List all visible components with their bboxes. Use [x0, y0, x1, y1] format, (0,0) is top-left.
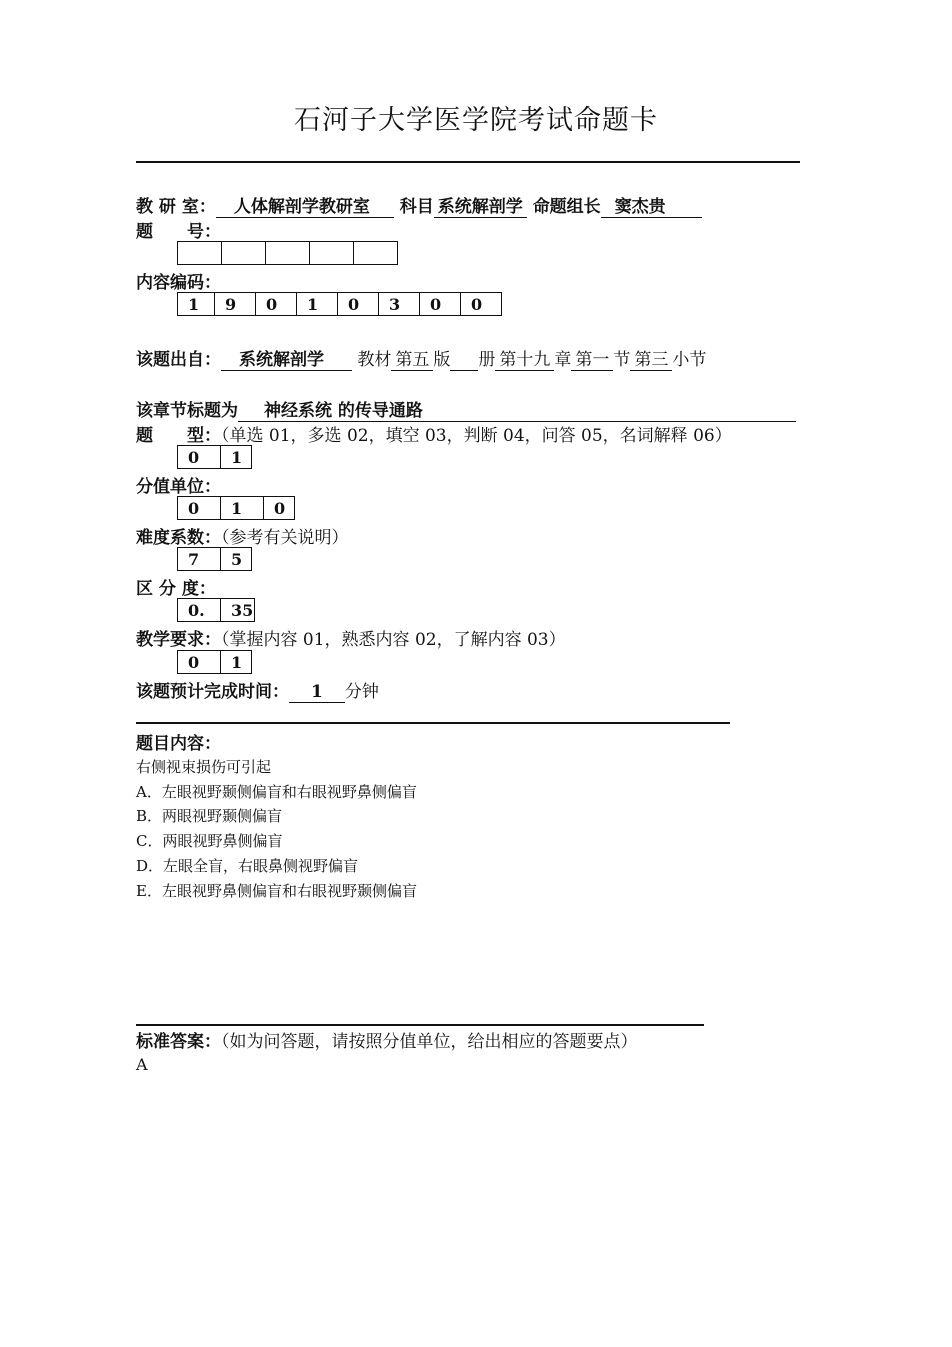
page-title: 石河子大学医学院考试命题卡 [294, 105, 658, 136]
header-row [136, 192, 702, 218]
question-no-cell [266, 242, 310, 265]
content-code-cell: 1 [178, 293, 215, 316]
dept-label: 教 研 室： [136, 197, 216, 217]
content-code-cell: 0 [256, 293, 297, 316]
difficulty-cell: 5 [221, 548, 252, 571]
leader-value: 窦杰贵 [601, 197, 702, 218]
teaching-req-cell: 0 [178, 651, 221, 674]
question-type-row [136, 421, 732, 446]
option-c: C．两眼视野鼻侧偏盲 [136, 832, 283, 850]
answer-label: 标准答案： [136, 1032, 221, 1052]
section-title-row [136, 396, 796, 422]
difficulty-row [136, 523, 349, 548]
section-title-label: 该章节标题为 [136, 401, 238, 421]
question-type-cells [177, 445, 252, 469]
source-edition: 第五 [391, 350, 433, 371]
source-section-label: 节 [613, 350, 631, 370]
source-subsection-label: 小节 [672, 350, 707, 370]
discrimination-label: 区 分 度： [136, 579, 216, 599]
score-unit-label: 分值单位： [136, 477, 221, 497]
content-code-label: 内容编码： [136, 273, 221, 293]
answer-value: A [136, 1055, 148, 1074]
option-d: D．左眼全盲，右眼鼻侧视野偏盲 [136, 857, 359, 875]
content-rule [136, 722, 730, 724]
score-unit-cells [177, 496, 295, 520]
question-no-label: 题 号： [136, 222, 221, 242]
source-row [136, 345, 706, 371]
title-rule [136, 161, 800, 163]
difficulty-cell: 7 [178, 548, 221, 571]
score-unit-cell: 0 [178, 497, 221, 520]
content-code-cell: 1 [297, 293, 338, 316]
score-unit-cell: 0 [264, 497, 295, 520]
difficulty-label: 难度系数： [136, 528, 221, 548]
content-code-cell: 0 [461, 293, 502, 316]
content-code-cell: 3 [379, 293, 420, 316]
question-type-cell: 0 [178, 446, 221, 469]
subject-label: 科目 [399, 197, 434, 217]
teaching-req-cells [177, 650, 252, 674]
source-chapter: 第十九 [495, 350, 554, 371]
option-a: A．左眼视野颞侧偏盲和右眼视野鼻侧偏盲 [136, 783, 417, 801]
dept-value: 人体解剖学教研室 [216, 197, 394, 218]
discrimination-cell: 0. [178, 599, 221, 622]
question-no-cell [310, 242, 354, 265]
source-section: 第一 [571, 350, 613, 371]
answer-rule [136, 1024, 704, 1026]
question-type-cell: 1 [221, 446, 252, 469]
question-type-note: （单选 01，多选 02，填空 03，判断 04，问答 05，名词解释 06） [221, 426, 732, 446]
answer-note: （如为问答题，请按照分值单位，给出相应的答题要点） [221, 1032, 638, 1052]
source-volume-blank [450, 352, 478, 371]
question-no-cell [178, 242, 222, 265]
discrimination-cells [177, 598, 255, 622]
teaching-req-cell: 1 [221, 651, 252, 674]
content-label: 题目内容： [136, 734, 221, 754]
source-label: 该题出自： [136, 350, 221, 370]
time-unit: 分钟 [344, 682, 379, 702]
content-code-cells [177, 292, 502, 316]
question-no-cells [177, 241, 398, 265]
teaching-req-label: 教学要求： [136, 630, 221, 650]
section-title-value: 神经系统 的传导通路 [238, 401, 796, 422]
option-b: B．两眼视野颞侧偏盲 [136, 807, 283, 825]
time-row [136, 677, 379, 703]
subject-value: 系统解剖学 [434, 197, 527, 218]
question-stem: 右侧视束损伤可引起 [136, 758, 272, 776]
time-value: 1 [289, 682, 345, 703]
source-chapter-label: 章 [554, 350, 572, 370]
source-book: 系统解剖学 [221, 350, 352, 371]
source-subsection: 第三 [630, 350, 672, 371]
content-code-cell: 0 [420, 293, 461, 316]
option-e: E．左眼视野鼻侧偏盲和右眼视野颞侧偏盲 [136, 882, 417, 900]
content-code-cell: 0 [338, 293, 379, 316]
leader-label: 命题组长 [532, 197, 601, 217]
difficulty-note: （参考有关说明） [221, 528, 349, 548]
score-unit-cell: 1 [221, 497, 264, 520]
question-type-label: 题 型： [136, 426, 221, 446]
answer-row [136, 1027, 638, 1052]
time-label: 该题预计完成时间： [136, 682, 289, 702]
teaching-req-note: （掌握内容 01，熟悉内容 02，了解内容 03） [221, 630, 566, 650]
source-volume-label: 册 [478, 350, 496, 370]
difficulty-cells [177, 547, 252, 571]
discrimination-cell: 35 [221, 599, 255, 622]
content-code-cell: 9 [215, 293, 256, 316]
teaching-req-row [136, 625, 566, 650]
question-no-cell [354, 242, 398, 265]
question-no-cell [222, 242, 266, 265]
source-textbook-label: 教材 [357, 350, 392, 370]
source-edition-label: 版 [433, 350, 451, 370]
